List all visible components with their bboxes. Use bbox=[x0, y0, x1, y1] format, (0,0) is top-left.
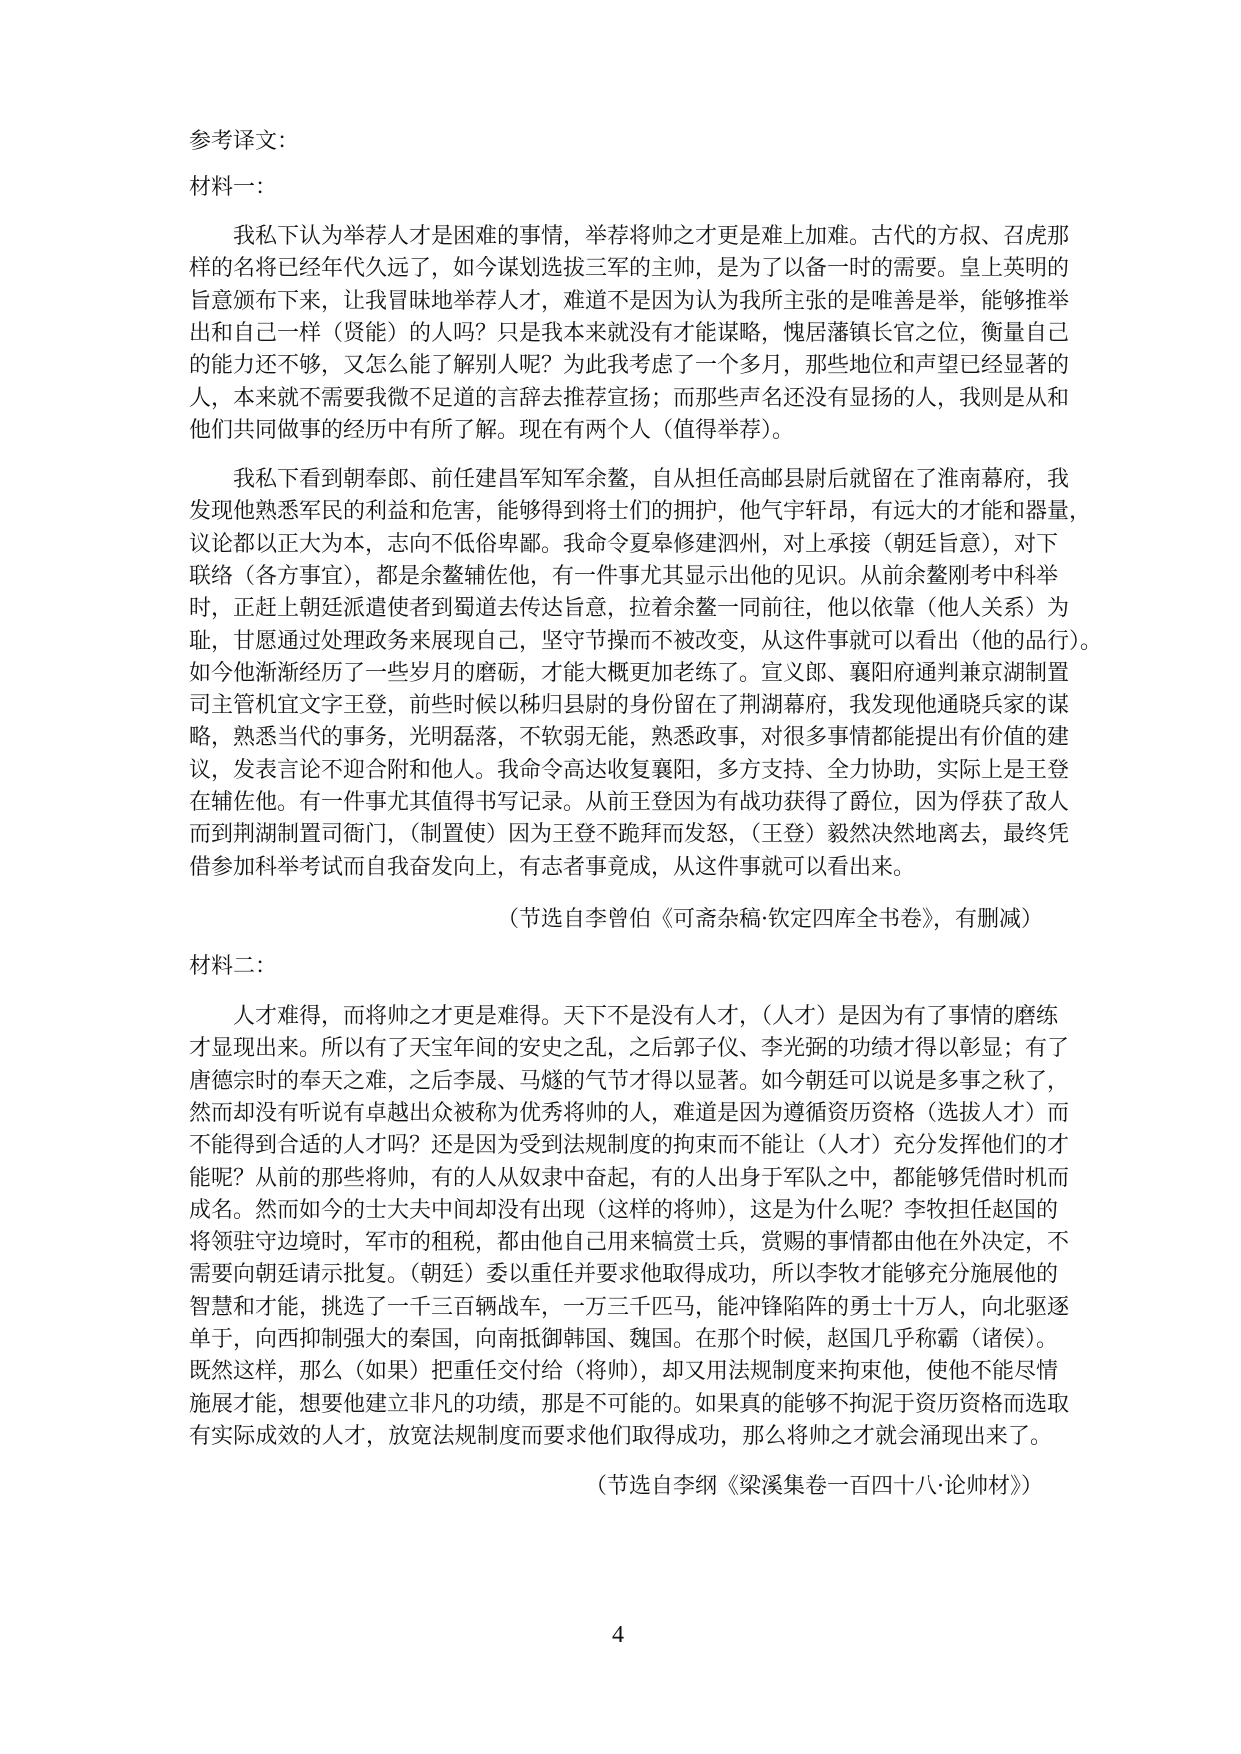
text-line: 在辅佐他。有一件事尤其值得书写记录。从前王登因为有战功获得了爵位，因为俘获了敌人 bbox=[189, 790, 1070, 815]
text-line: 我私下看到朝奉郎、前任建昌军知军余鳌，自从担任高邮县尉后就留在了淮南幕府，我 bbox=[233, 467, 1070, 492]
text-line: 人才难得，而将帅之才更是难得。天下不是没有人才，（人才）是因为有了事情的磨练 bbox=[233, 1004, 1059, 1029]
text-line: 的能力还不够，又怎么能了解别人呢？为此我考虑了一个多月，那些地位和声望已经显著的 bbox=[189, 353, 1070, 379]
text-line: 能呢？从前的那些将帅，有的人从奴隶中奋起，有的人出身于军队之中，都能够凭借时机而 bbox=[189, 1165, 1070, 1191]
heading-reference-translation: 参考译文： bbox=[189, 129, 300, 154]
text-line: 议，发表言论不迎合附和他人。我命令高达收复襄阳，多方支持、全力协助，实际上是王登 bbox=[189, 757, 1070, 783]
text-line: 我私下认为举荐人才是困难的事情，举荐将帅之才更是难上加难。古代的方叔、召虎那 bbox=[233, 224, 1070, 249]
text-line: 需要向朝廷请示批复。（朝廷）委以重任并要求他取得成功，所以李牧才能够充分施展他的 bbox=[189, 1262, 1059, 1288]
text-line: 略，熟悉当代的事务，光明磊落，不软弱无能，熟悉政事，对很多事情都能提出有价值的建 bbox=[189, 725, 1070, 751]
text-line: 才显现出来。所以有了天宝年间的安史之乱，之后郭子仪、李光弼的功绩才得以彰显；有了 bbox=[189, 1036, 1070, 1062]
text-line: 发现他熟悉军民的利益和危害，能够得到将士们的拥护，他气宇轩昂，有远大的才能和器量， bbox=[189, 499, 1092, 525]
material-1-citation: （节选自李曾伯《可斋杂稿·钦定四库全书卷》，有删减） bbox=[497, 907, 1043, 932]
text-line: 耻，甘愿通过处理政务来展现自己，坚守节操而不被改变，从这件事就可以看出（他的品行）。 bbox=[189, 628, 1103, 654]
text-line: 不能得到合适的人才吗？还是因为受到法规制度的拘束而不能让（人才）充分发挥他们的才 bbox=[189, 1133, 1070, 1159]
text-line: 司主管机宜文字王登，前些时候以秭归县尉的身份留在了荆湖幕府，我发现他通晓兵家的谋 bbox=[189, 693, 1070, 719]
text-line: 智慧和才能，挑选了一千三百辆战车，一万三千匹马，能冲锋陷阵的勇士十万人，向北驱逐 bbox=[189, 1294, 1070, 1320]
text-line: 联络（各方事宜），都是余鳌辅佐他，有一件事尤其显示出他的见识。从前余鳌刚考中科举 bbox=[189, 563, 1059, 589]
text-line: 有实际成效的人才，放宽法规制度而要求他们取得成功，那么将帅之才就会涌现出来了。 bbox=[189, 1423, 1052, 1449]
text-line: 他们共同做事的经历中有所了解。现在有两个人（值得举荐）。 bbox=[189, 417, 795, 443]
text-line: 唐德宗时的奉天之难，之后李晟、马燧的气节才得以显著。如今朝廷可以说是多事之秋了， bbox=[189, 1068, 1070, 1094]
text-line: 然而却没有听说有卓越出众被称为优秀将帅的人，难道是因为遵循资历资格（选拔人才）而 bbox=[189, 1100, 1070, 1126]
text-line: 议论都以正大为本，志向不低俗卑鄙。我命令夏皋修建泗州，对上承接（朝廷旨意），对下 bbox=[189, 531, 1059, 557]
material-1-label: 材料一： bbox=[189, 175, 278, 200]
text-line: 施展才能，想要他建立非凡的功绩，那是不可能的。如果真的能够不拘泥于资历资格而选取 bbox=[189, 1391, 1070, 1417]
material-2-label: 材料二： bbox=[189, 954, 278, 979]
text-line: 借参加科举考试而自我奋发向上，有志者事竟成，从这件事就可以看出来。 bbox=[189, 854, 916, 880]
page-number: 4 bbox=[612, 1622, 624, 1648]
text-line: 将领驻守边境时，军市的租税，都由他自己用来犒赏士兵，赏赐的事情都由他在外决定，不 bbox=[189, 1230, 1070, 1256]
material-2-citation: （节选自李纲《梁溪集卷一百四十八·论帅材》） bbox=[585, 1474, 1043, 1499]
text-line: 样的名将已经年代久远了，如今谋划选拔三军的主帅，是为了以备一时的需要。皇上英明的 bbox=[189, 256, 1070, 282]
text-line: 出和自己一样（贤能）的人吗？只是我本来就没有才能谋略，愧居藩镇长官之位，衡量自己 bbox=[189, 320, 1070, 346]
text-line: 如今他渐渐经历了一些岁月的磨砺，才能大概更加老练了。宣义郎、襄阳府通判兼京湖制置 bbox=[189, 660, 1070, 686]
text-line: 人，本来就不需要我微不足道的言辞去推荐宣扬；而那些声名还没有显扬的人，我则是从和 bbox=[189, 385, 1070, 411]
text-line: 时，正赶上朝廷派遣使者到蜀道去传达旨意，拉着余鳌一同前往，他以依靠（他人关系）为 bbox=[189, 596, 1070, 622]
text-line: 而到荆湖制置司衙门，（制置使）因为王登不跪拜而发怒，（王登）毅然决然地离去，最终凭 bbox=[189, 822, 1070, 848]
text-line: 旨意颁布下来，让我冒昧地举荐人才，难道不是因为认为我所主张的是唯善是举，能够推举 bbox=[189, 288, 1070, 314]
text-line: 成名。然而如今的士大夫中间却没有出现（这样的将帅），这是为什么呢？李牧担任赵国的 bbox=[189, 1197, 1059, 1223]
text-line: 既然这样，那么（如果）把重任交付给（将帅），却又用法规制度来拘束他，使他不能尽情 bbox=[189, 1359, 1059, 1385]
text-line: 单于，向西抑制强大的秦国，向南抵御韩国、魏国。在那个时候，赵国几乎称霸（诸侯）。 bbox=[189, 1327, 1059, 1352]
